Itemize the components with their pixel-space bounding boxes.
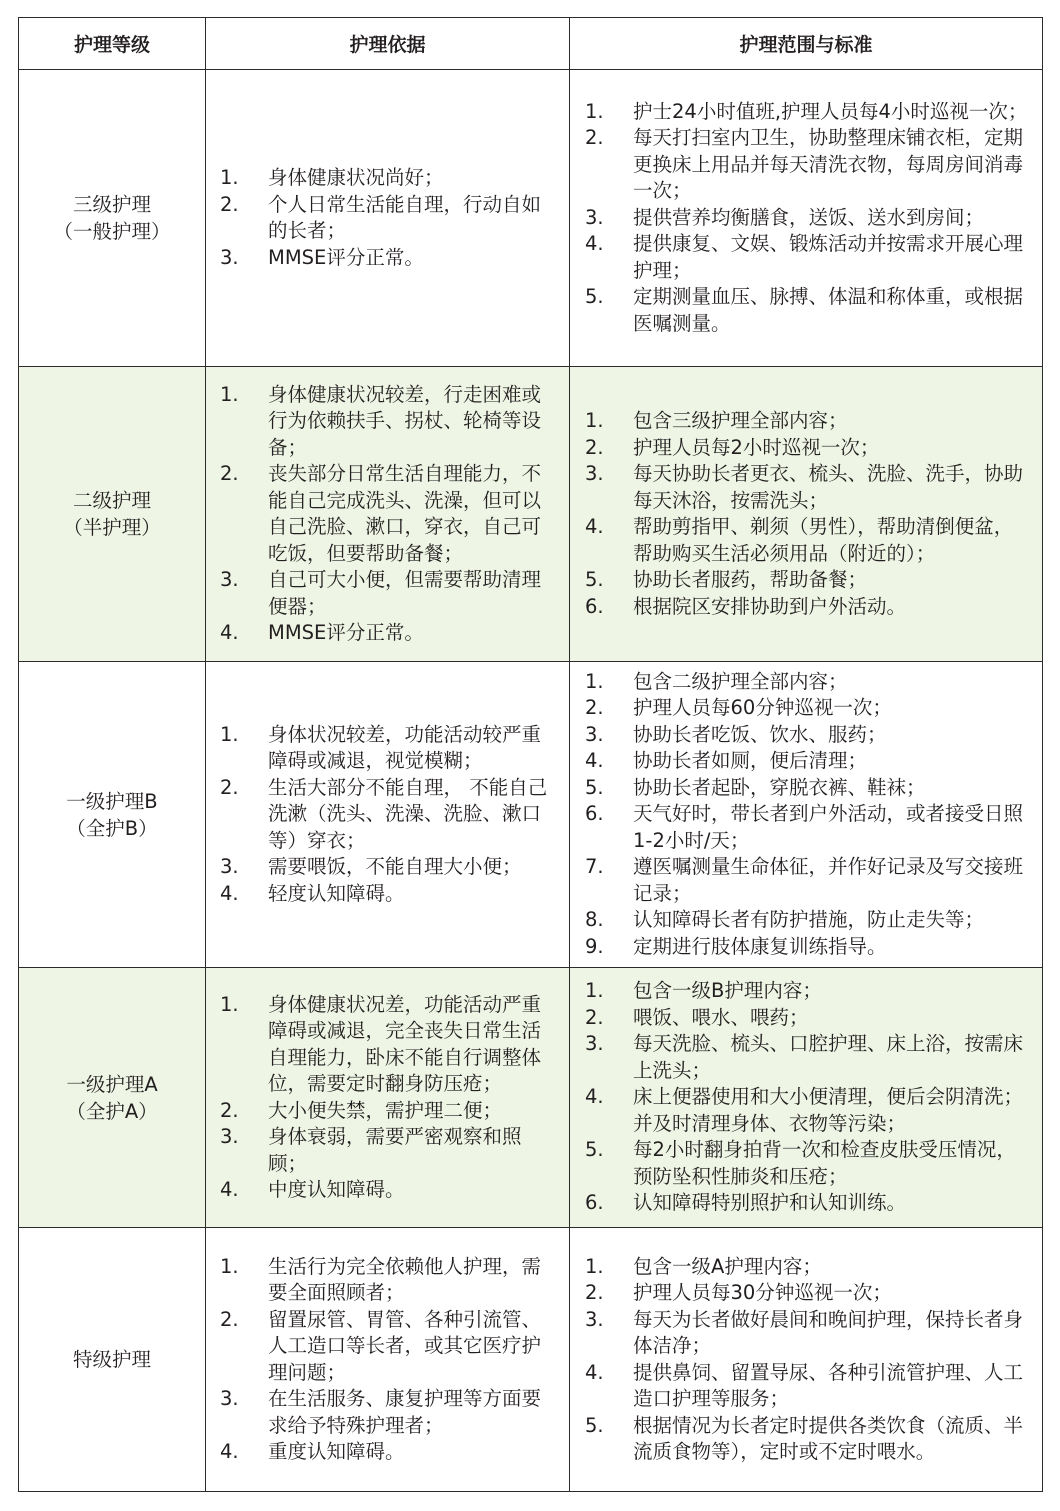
care-basis-cell: [206, 662, 570, 968]
list-item: [220, 245, 557, 272]
care-level-alias: （一般护理）: [53, 220, 171, 243]
list-item: [220, 1386, 557, 1439]
care-scope-cell: [570, 968, 1043, 1228]
item-text: 大小便失禁，需护理二便；: [268, 1098, 503, 1122]
scope-list: [570, 99, 1042, 338]
item-number: 4.: [220, 621, 239, 644]
list-item: [585, 1190, 1032, 1217]
item-number: 5.: [585, 1138, 604, 1162]
care-level-alias: （全护B）: [66, 816, 158, 840]
item-text: 身体健康状况差，功能活动严重障碍或减退，完全丧失日常生活自理能力，卧床不能自行调整体位，需要定时翻身防压疮；: [268, 992, 542, 1095]
care-level-alias: （全护A）: [66, 1099, 158, 1123]
care-scope-cell: [570, 1228, 1043, 1492]
item-number: 5.: [585, 568, 604, 591]
list-item: [585, 231, 1032, 284]
item-text: 定期测量血压、脉搏、体温和称体重，或根据医嘱测量。: [633, 285, 1024, 335]
list-item: [585, 514, 1032, 567]
header-row: [19, 18, 1043, 70]
list-item: [585, 1005, 1032, 1032]
basis-list: [206, 992, 569, 1204]
item-text: 护理人员每60分钟巡视一次；: [633, 696, 892, 720]
item-text: 每2小时翻身拍背一次和检查皮肤受压情况，预防坠积性肺炎和压疮；: [633, 1138, 1016, 1188]
table-row: [19, 1228, 1043, 1492]
item-text: 包含一级A护理内容；: [633, 1254, 822, 1278]
item-number: 3.: [220, 568, 239, 591]
list-item: [585, 461, 1032, 514]
item-number: 2.: [220, 462, 239, 485]
list-item: [585, 934, 1032, 961]
item-number: 4.: [585, 515, 604, 538]
table-header: [19, 18, 1043, 70]
list-item: [585, 408, 1032, 435]
item-number: 2.: [585, 1281, 604, 1304]
item-text: 每天洗脸、梳头、口腔护理、床上浴，按需床上洗头；: [633, 1032, 1024, 1082]
item-text: 护理人员每2小时巡视一次；: [633, 435, 880, 459]
item-number: 3.: [585, 205, 604, 229]
list-item: [585, 775, 1032, 802]
list-item: [220, 620, 557, 647]
item-text: 根据院区安排协助到户外活动。: [633, 594, 907, 618]
scope-list: [570, 1254, 1042, 1466]
item-text: 协助长者服药，帮助备餐；: [633, 568, 868, 591]
item-number: 2.: [220, 192, 239, 216]
care-scope-cell: [570, 662, 1043, 968]
item-text: 护士24小时值班,护理人员每4小时巡视一次；: [633, 99, 1028, 123]
item-text: 协助长者如厕，便后清理；: [633, 749, 868, 773]
item-text: 每天为长者做好晨间和晚间护理，保持长者身体洁净；: [633, 1307, 1024, 1357]
item-number: 5.: [585, 1413, 604, 1437]
list-item: [220, 1439, 557, 1466]
list-item: [585, 669, 1032, 696]
item-number: 5.: [585, 285, 604, 309]
item-number: 4.: [585, 749, 604, 773]
item-number: 1.: [220, 166, 239, 189]
care-level-cell: [19, 1228, 206, 1492]
item-text: 帮助剪指甲、剃须（男性），帮助清倒便盆，帮助购买生活必须用品（附近的）；: [633, 515, 1014, 565]
care-basis-cell: [206, 70, 570, 367]
care-basis-cell: [206, 367, 570, 662]
item-text: 天气好时，带长者到户外活动，或者接受日照1-2小时/天；: [633, 802, 1024, 852]
list-item: [585, 205, 1032, 232]
item-number: 3.: [585, 1307, 604, 1331]
item-number: 2.: [585, 126, 604, 150]
item-number: 2.: [220, 1098, 239, 1122]
item-text: MMSE评分正常。: [268, 245, 424, 269]
list-item: [585, 978, 1032, 1005]
basis-list: [206, 382, 569, 647]
scope-list: [570, 408, 1042, 620]
list-item: [585, 1413, 1032, 1466]
item-text: 留置尿管、胃管、各种引流管、人工造口等长者，或其它医疗护理问题；: [268, 1307, 542, 1384]
list-item: [585, 695, 1032, 722]
list-item: [220, 192, 557, 245]
list-item: [220, 382, 557, 462]
list-item: [585, 1360, 1032, 1413]
list-item: [585, 722, 1032, 749]
item-text: 定期进行肢体康复训练指导。: [633, 934, 887, 958]
item-number: 3.: [220, 245, 239, 269]
list-item: [585, 1031, 1032, 1084]
list-item: [585, 284, 1032, 337]
basis-list: [206, 1254, 569, 1466]
list-item: [220, 854, 557, 881]
care-basis-cell: [206, 968, 570, 1228]
care-level-name: 三级护理: [72, 193, 151, 216]
list-item: [220, 1098, 557, 1125]
care-level-name: 特级护理: [72, 1348, 151, 1371]
item-text: 包含一级B护理内容；: [633, 979, 822, 1003]
item-text: 丧失部分日常生活自理能力，不能自己完成洗头、洗澡，但可以自己洗脸、漱口，穿衣，自己可吃饭，但要帮助备餐；: [268, 462, 542, 565]
list-item: [585, 125, 1032, 205]
item-number: 6.: [585, 594, 604, 618]
header-care-basis: 护理依据: [206, 18, 570, 70]
list-item: [220, 165, 557, 192]
list-item: [220, 1307, 557, 1387]
list-item: [585, 1254, 1032, 1281]
table-row: [19, 367, 1043, 662]
care-level-name: 一级护理B: [66, 789, 158, 813]
item-text: 生活行为完全依赖他人护理，需要全面照顾者；: [268, 1254, 542, 1304]
list-item: [585, 594, 1032, 621]
list-item: [585, 567, 1032, 594]
item-text: 身体状况较差，功能活动较严重障碍或减退，视觉模糊；: [268, 722, 542, 773]
item-text: MMSE评分正常。: [268, 621, 424, 644]
item-number: 1.: [585, 99, 604, 123]
care-level-cell: [19, 70, 206, 367]
item-text: 中度认知障碍。: [268, 1178, 405, 1201]
header-care-scope: 护理范围与标准: [570, 18, 1043, 70]
item-number: 9.: [585, 934, 604, 958]
header-care-level: 护理等级: [19, 18, 206, 70]
item-number: 4.: [220, 1440, 239, 1463]
table-row: [19, 968, 1043, 1228]
item-text: 提供康复、文娱、锻炼活动并按需求开展心理护理；: [633, 232, 1024, 282]
item-text: 认知障碍特别照护和认知训练。: [633, 1191, 907, 1215]
item-text: 遵医嘱测量生命体征，并作好记录及写交接班记录；: [633, 855, 1024, 905]
item-number: 3.: [585, 462, 604, 485]
care-scope-cell: [570, 70, 1043, 367]
item-number: 4.: [220, 1178, 239, 1201]
list-item: [585, 854, 1032, 907]
item-text: 身体健康状况较差，行走困难或行为依赖扶手、拐杖、轮椅等设备；: [268, 382, 542, 459]
care-level-table: [18, 17, 1043, 1492]
item-text: 身体衰弱，需要严密观察和照顾；: [268, 1125, 522, 1175]
item-text: 喂饭、喂水、喂药；: [633, 1005, 809, 1029]
item-number: 4.: [220, 881, 239, 905]
list-item: [585, 1307, 1032, 1360]
item-text: 护理人员每30分钟巡视一次；: [633, 1281, 892, 1304]
care-level-cell: [19, 367, 206, 662]
item-text: 包含二级护理全部内容；: [633, 669, 848, 693]
item-number: 4.: [585, 232, 604, 256]
list-item: [585, 1137, 1032, 1190]
care-level-name: 二级护理: [72, 489, 151, 512]
list-item: [220, 567, 557, 620]
item-text: 个人日常生活能自理，行动自如的长者；: [268, 192, 542, 242]
list-item: [585, 435, 1032, 462]
item-number: 1.: [220, 1254, 239, 1278]
item-number: 3.: [220, 855, 239, 879]
item-number: 2.: [220, 775, 239, 799]
item-text: 在生活服务、康复护理等方面要求给予特殊护理者；: [268, 1387, 542, 1437]
basis-list: [206, 165, 569, 271]
list-item: [220, 881, 557, 908]
item-number: 2.: [585, 1005, 604, 1029]
care-scope-cell: [570, 367, 1043, 662]
item-number: 3.: [220, 1387, 239, 1410]
item-number: 3.: [220, 1125, 239, 1148]
item-number: 2.: [220, 1307, 239, 1331]
care-level-cell: [19, 968, 206, 1228]
list-item: [585, 1280, 1032, 1307]
table-row: [19, 662, 1043, 968]
item-number: 5.: [585, 775, 604, 799]
item-number: 2.: [585, 435, 604, 459]
item-text: 协助长者吃饭、饮水、服药；: [633, 722, 887, 746]
list-item: [585, 99, 1032, 126]
item-number: 1.: [220, 992, 239, 1016]
list-item: [220, 461, 557, 567]
item-text: 需要喂饭，不能自理大小便；: [268, 855, 522, 879]
item-number: 1.: [585, 409, 604, 432]
item-text: 提供营养均衡膳食，送饭、送水到房间；: [633, 205, 985, 229]
care-level-cell: [19, 662, 206, 968]
item-number: 1.: [220, 722, 239, 746]
item-number: 2.: [585, 696, 604, 720]
item-number: 1.: [585, 669, 604, 693]
item-number: 4.: [585, 1360, 604, 1384]
item-number: 3.: [585, 722, 604, 746]
scope-list: [570, 669, 1042, 961]
item-text: 生活大部分不能自理， 不能自己洗漱（洗头、洗澡、洗脸、漱口等）穿衣；: [268, 775, 548, 852]
list-item: [585, 801, 1032, 854]
item-number: 4.: [585, 1085, 604, 1109]
care-level-alias: （半护理）: [63, 516, 161, 539]
table-body: [19, 70, 1043, 1492]
item-text: 根据情况为长者定时提供各类饮食（流质、半流质食物等），定时或不定时喂水。: [633, 1413, 1024, 1463]
item-number: 3.: [585, 1032, 604, 1056]
basis-list: [206, 722, 569, 908]
item-text: 提供鼻饲、留置导尿、各种引流管护理、人工造口护理等服务；: [633, 1360, 1024, 1410]
scope-list: [570, 978, 1042, 1217]
item-number: 7.: [585, 855, 604, 879]
list-item: [585, 907, 1032, 934]
item-number: 8.: [585, 908, 604, 932]
item-text: 每天打扫室内卫生，协助整理床铺衣柜，定期更换床上用品并每天清洗衣物，每周房间消毒一次；: [633, 126, 1024, 203]
item-text: 每天协助长者更衣、梳头、洗脸、洗手，协助每天沐浴，按需洗头；: [633, 462, 1024, 512]
list-item: [220, 1254, 557, 1307]
item-number: 1.: [585, 1254, 604, 1278]
table-row: [19, 70, 1043, 367]
list-item: [220, 775, 557, 855]
list-item: [220, 1177, 557, 1204]
care-level-name: 一级护理A: [66, 1072, 158, 1096]
list-item: [220, 992, 557, 1098]
list-item: [220, 1124, 557, 1177]
list-item: [585, 748, 1032, 775]
item-text: 协助长者起卧，穿脱衣裤、鞋袜；: [633, 775, 926, 799]
item-text: 身体健康状况尚好；: [268, 166, 444, 189]
item-text: 轻度认知障碍。: [268, 881, 405, 905]
item-text: 自己可大小便，但需要帮助清理便器；: [268, 568, 542, 618]
item-number: 6.: [585, 802, 604, 826]
item-text: 重度认知障碍。: [268, 1440, 405, 1463]
list-item: [220, 722, 557, 775]
list-item: [585, 1084, 1032, 1137]
item-text: 床上便器使用和大小便清理，便后会阴清洗；并及时清理身体、衣物等污染；: [633, 1085, 1024, 1135]
item-text: 认知障碍长者有防护措施，防止走失等；: [633, 908, 985, 932]
item-text: 包含三级护理全部内容；: [633, 409, 848, 432]
item-number: 6.: [585, 1191, 604, 1215]
item-number: 1.: [220, 382, 239, 406]
item-number: 1.: [585, 979, 604, 1003]
care-basis-cell: [206, 1228, 570, 1492]
